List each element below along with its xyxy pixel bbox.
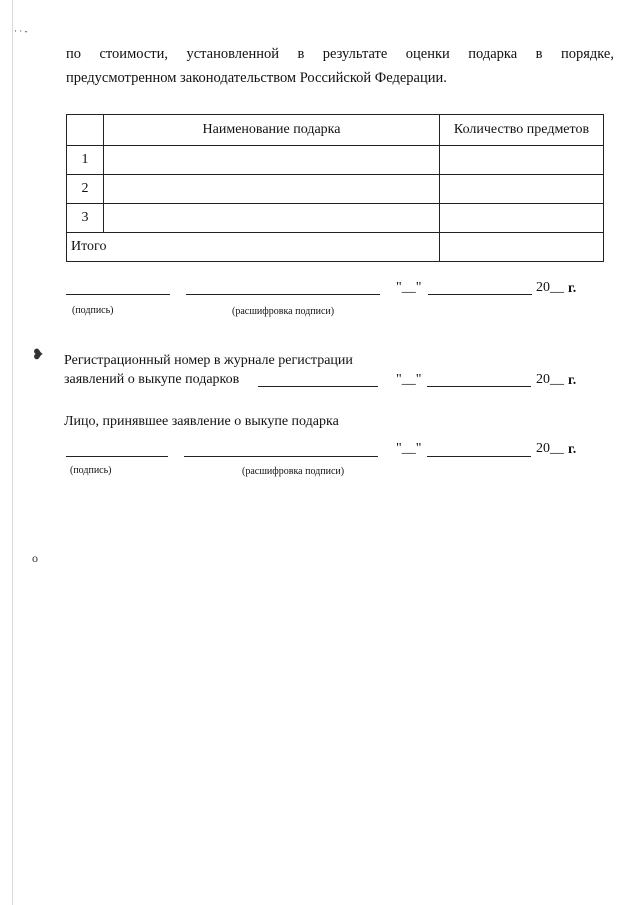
gift-name-cell[interactable] [104, 204, 440, 233]
paragraph-line-1: по стоимости, установленной в результате оценки подарка в порядке, [66, 46, 614, 62]
accepted-decoding-caption: (расшифровка подписи) [242, 466, 345, 477]
accepted-year-suffix: г. [568, 442, 577, 457]
paragraph-text [66, 42, 614, 90]
row-number: 1 [67, 146, 104, 175]
table-total-row [67, 233, 604, 262]
date-month-line[interactable] [428, 280, 532, 295]
accepted-signature-line[interactable] [66, 442, 168, 457]
decoding-caption: (расшифровка подписи) [232, 306, 335, 317]
table-row [67, 146, 604, 175]
hole-punch-mark: ❥ [32, 348, 44, 363]
header-gift-name: Наименование подарка [104, 115, 440, 146]
binder-mark: o [32, 551, 38, 565]
quantity-cell[interactable] [440, 146, 604, 175]
header-quantity: Количество предметов [440, 115, 604, 146]
total-label: Итого [67, 233, 440, 262]
registration-year-suffix: г. [568, 373, 577, 388]
registration-number-line[interactable] [258, 372, 378, 387]
signature-decoding-line[interactable] [186, 280, 380, 295]
table-row [67, 175, 604, 204]
accepted-decoding-line[interactable] [184, 442, 378, 457]
registration-line-2: заявлений о выкупе подарков [64, 372, 240, 387]
accepted-month-line[interactable] [427, 442, 531, 457]
date-year-suffix: г. [568, 281, 577, 296]
page-edge [12, 0, 13, 905]
table-row [67, 204, 604, 233]
scan-mark-top: · · - [14, 26, 28, 36]
accepted-date-quote: "__" [396, 441, 422, 456]
gifts-table [66, 114, 604, 262]
registration-date-quote: "__" [396, 372, 422, 387]
registration-year-prefix: 20__ [536, 372, 564, 387]
total-quantity-cell[interactable] [440, 233, 604, 262]
signature-caption: (подпись) [72, 305, 114, 316]
gift-name-cell[interactable] [104, 146, 440, 175]
date-year-prefix: 20__ [536, 280, 564, 295]
table-header-row [67, 115, 604, 146]
gift-name-cell[interactable] [104, 175, 440, 204]
row-number: 3 [67, 204, 104, 233]
accepted-by-title: Лицо, принявшее заявление о выкупе подарка [64, 414, 339, 429]
registration-month-line[interactable] [427, 372, 531, 387]
row-number: 2 [67, 175, 104, 204]
accepted-signature-caption: (подпись) [70, 465, 112, 476]
quantity-cell[interactable] [440, 204, 604, 233]
quantity-cell[interactable] [440, 175, 604, 204]
paragraph-line-2: предусмотренном законодательством Российской Федерации. [66, 70, 447, 86]
date-day-quote: "__" [396, 280, 422, 295]
signature-line[interactable] [66, 280, 170, 295]
header-number [67, 115, 104, 146]
registration-line-1: Регистрационный номер в журнале регистрации [64, 353, 353, 368]
accepted-year-prefix: 20__ [536, 441, 564, 456]
